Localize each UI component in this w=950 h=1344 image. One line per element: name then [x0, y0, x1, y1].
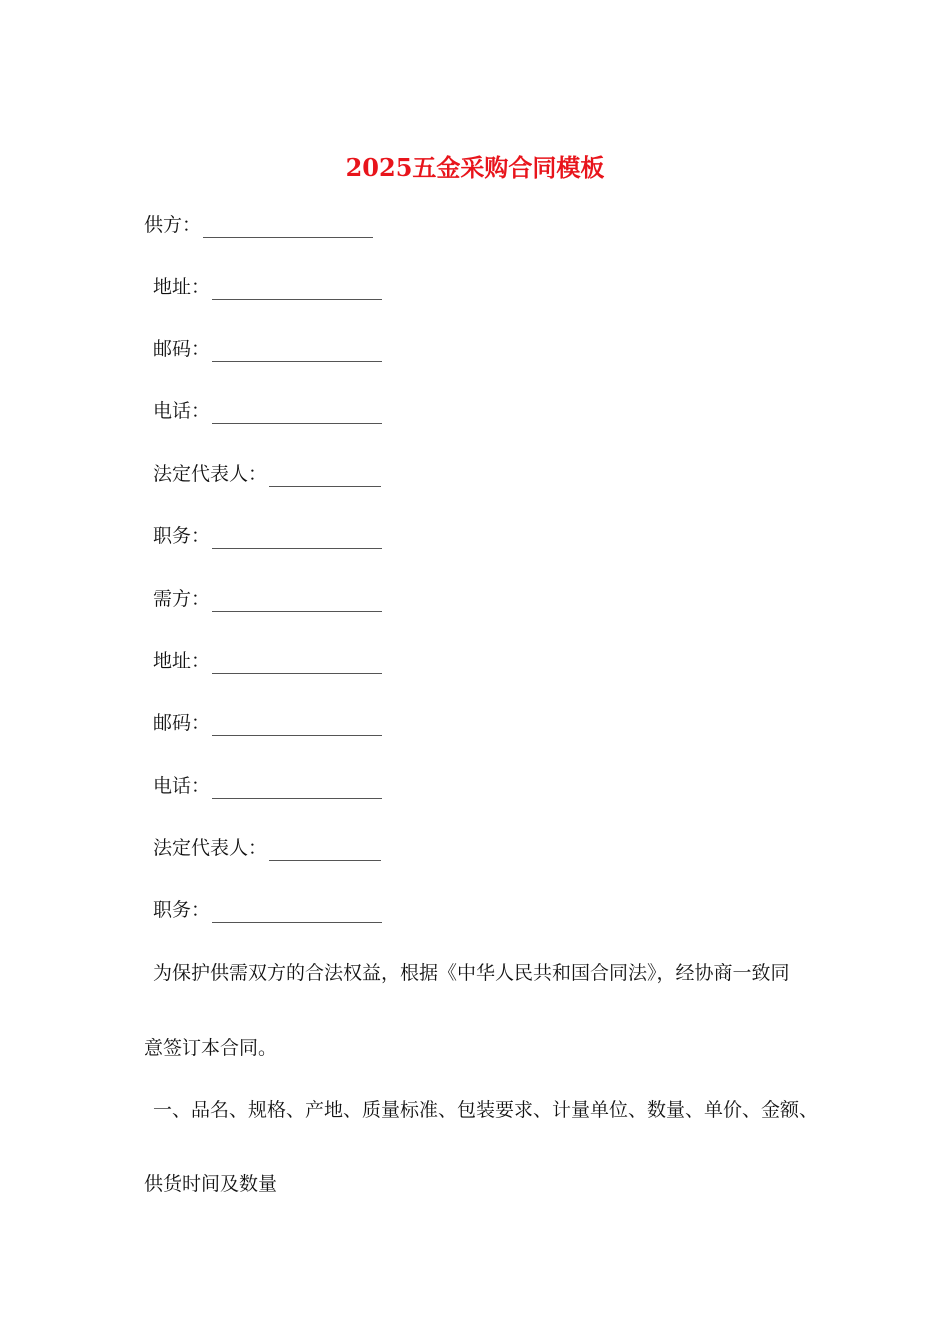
clause-1-line-1: 一、品名、规格、产地、质量标准、包装要求、计量单位、数量、单价、金额、 — [153, 1099, 819, 1121]
buyer-name-field — [153, 586, 382, 612]
supplier-address-blank[interactable] — [212, 279, 382, 300]
supplier-name-field — [144, 212, 373, 238]
buyer-legal-rep-blank[interactable] — [269, 840, 381, 861]
supplier-position-blank[interactable] — [212, 528, 382, 549]
buyer-address-blank[interactable] — [212, 653, 382, 674]
buyer-postcode-field — [153, 710, 382, 736]
clause-1-line-2: 供货时间及数量 — [144, 1173, 278, 1195]
buyer-legal-rep-field — [153, 835, 381, 861]
supplier-legal-rep-blank[interactable] — [269, 466, 381, 487]
supplier-address-field — [153, 274, 382, 300]
buyer-address-field — [153, 648, 382, 674]
buyer-position-blank[interactable] — [212, 902, 382, 923]
buyer-phone-blank[interactable] — [212, 778, 382, 799]
intro-paragraph-line-2: 意签订本合同。 — [144, 1037, 278, 1059]
supplier-name-blank[interactable] — [203, 217, 373, 238]
supplier-postcode-label: 邮码： — [153, 338, 211, 360]
supplier-phone-blank[interactable] — [212, 403, 382, 424]
buyer-phone-label: 电话： — [153, 775, 211, 797]
supplier-address-label: 地址： — [153, 276, 211, 298]
buyer-postcode-blank[interactable] — [212, 715, 382, 736]
document-title: 2025五金采购合同模板 — [345, 153, 605, 182]
buyer-legal-rep-label: 法定代表人： — [153, 837, 268, 859]
supplier-postcode-field — [153, 336, 382, 362]
supplier-position-label: 职务： — [153, 525, 211, 547]
buyer-name-label: 需方： — [153, 588, 211, 610]
intro-paragraph-line-1: 为保护供需双方的合法权益，根据《中华人民共和国合同法》，经协商一致同 — [153, 962, 790, 984]
buyer-address-label: 地址： — [153, 650, 211, 672]
supplier-legal-rep-field — [153, 461, 381, 487]
supplier-legal-rep-label: 法定代表人： — [153, 463, 268, 485]
buyer-position-label: 职务： — [153, 899, 211, 921]
buyer-phone-field — [153, 773, 382, 799]
buyer-postcode-label: 邮码： — [153, 712, 211, 734]
supplier-phone-field — [153, 398, 382, 424]
buyer-position-field — [153, 897, 382, 923]
supplier-phone-label: 电话： — [153, 400, 211, 422]
buyer-name-blank[interactable] — [212, 591, 382, 612]
supplier-postcode-blank[interactable] — [212, 341, 382, 362]
supplier-name-label: 供方： — [144, 214, 202, 236]
supplier-position-field — [153, 523, 382, 549]
